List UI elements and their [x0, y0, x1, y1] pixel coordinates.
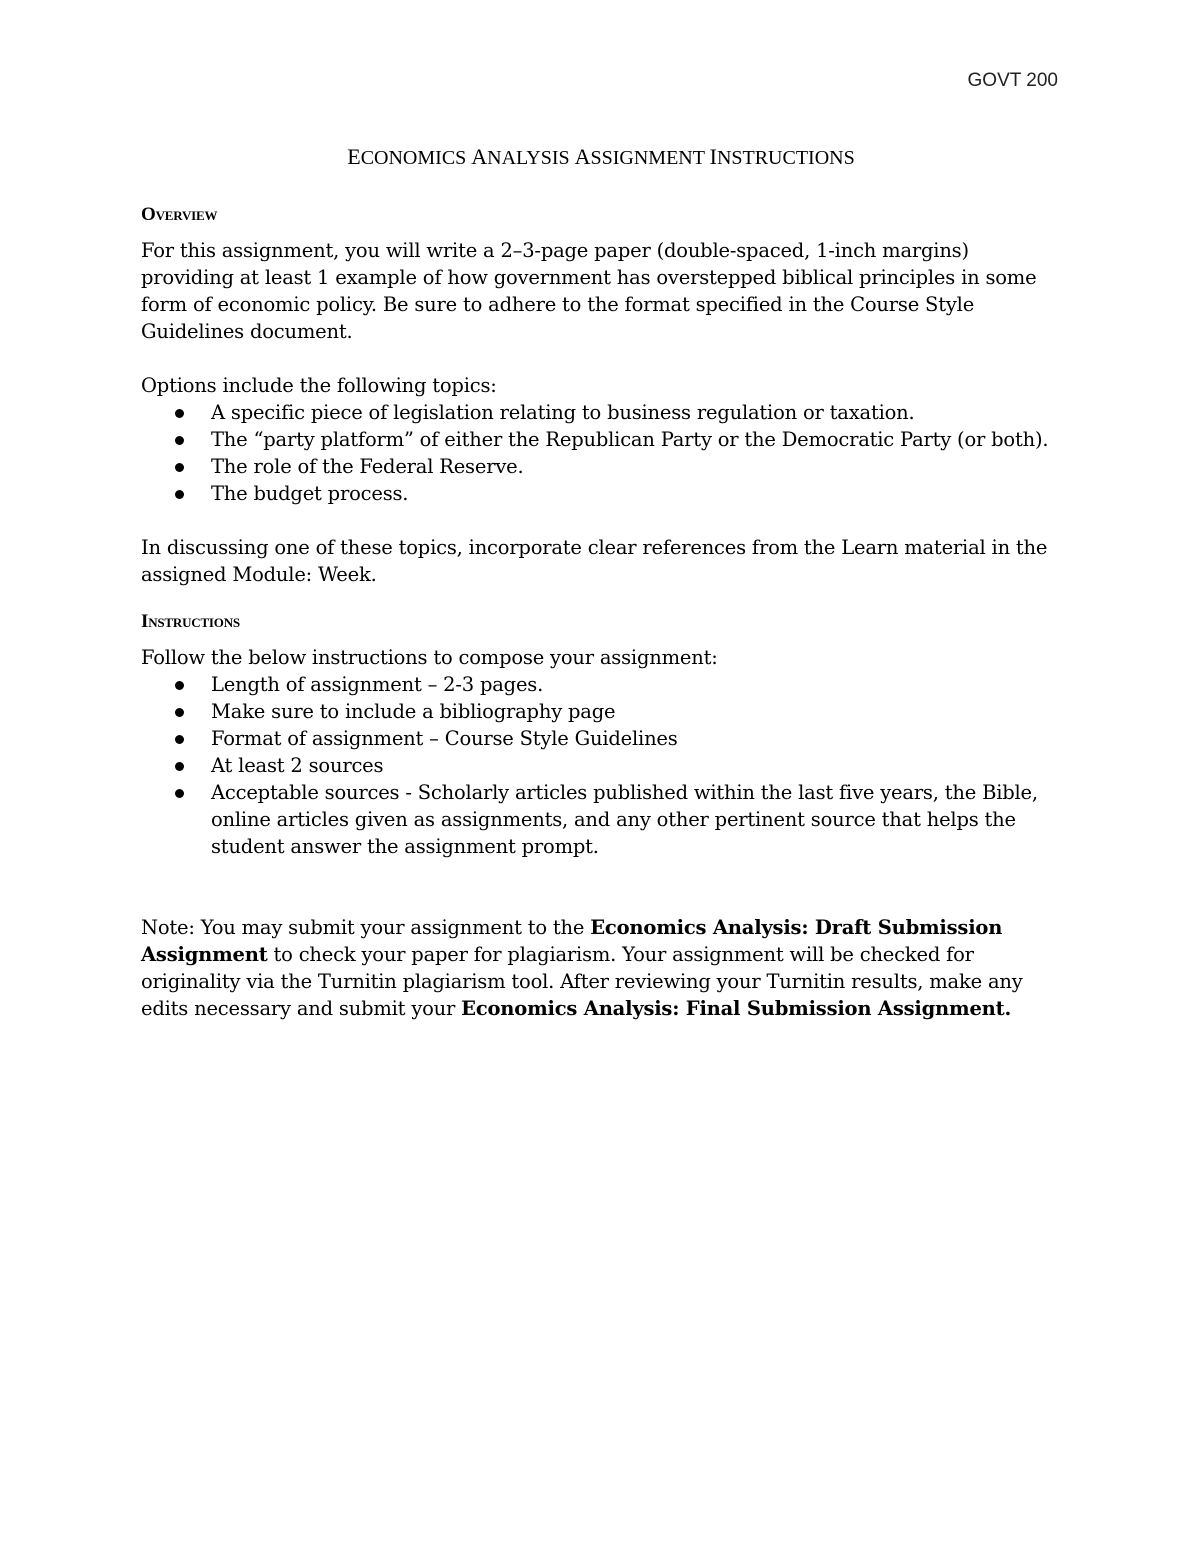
- bullet-icon: [175, 463, 184, 472]
- list-item: Format of assignment – Course Style Guidelines: [141, 725, 1061, 752]
- list-item: Length of assignment – 2-3 pages.: [141, 671, 1061, 698]
- options-intro: Options include the following topics:: [141, 374, 497, 397]
- document-title: ECONOMICS ANALYSIS ASSIGNMENT INSTRUCTIONS: [347, 144, 855, 169]
- list-item: The role of the Federal Reserve.: [141, 453, 1061, 480]
- bullet-icon: [175, 708, 184, 717]
- final-submission-reference: Economics Analysis: Final Submission Assignment.: [461, 997, 1012, 1020]
- bullet-icon: [175, 789, 184, 798]
- bullet-icon: [175, 490, 184, 499]
- instructions-list: [141, 671, 1061, 860]
- instructions-heading: Instructions: [141, 611, 240, 632]
- bullet-icon: [175, 436, 184, 445]
- instructions-intro: Follow the below instructions to compose your assignment:: [141, 646, 718, 669]
- list-item: The “party platform” of either the Republican Party or the Democratic Party (or both).: [141, 426, 1061, 453]
- bullet-icon: [175, 409, 184, 418]
- list-item: At least 2 sources: [141, 752, 1061, 779]
- list-item: Acceptable sources - Scholarly articles published within the last five years, the Bible, online articles given as assignments, and any other pertinent source that helps the student answer the assignment prompt.: [141, 779, 1061, 860]
- bullet-icon: [175, 762, 184, 771]
- note-paragraph: Note: You may submit your assignment to the Economics Analysis: Draft Submission Assignment to check your paper for plagiarism. Your assignment will be checked for originality via the Turnitin plagiarism tool. After reviewing your Turnitin results, make any edits necessary and submit your Economics Analysis: Final Submission Assignment.: [141, 916, 1023, 1020]
- list-item: The budget process.: [141, 480, 1061, 507]
- list-item: Make sure to include a bibliography page: [141, 698, 1061, 725]
- list-item: A specific piece of legislation relating to business regulation or taxation.: [141, 399, 1061, 426]
- document-body: [141, 140, 1061, 1022]
- bullet-icon: [175, 735, 184, 744]
- overview-heading: Overview: [141, 204, 218, 225]
- course-code: GOVT 200: [967, 70, 1058, 91]
- overview-closing: In discussing one of these topics, incorporate clear references from the Learn material in the assigned Module: Week.: [141, 536, 1048, 586]
- options-list: [141, 399, 1061, 507]
- draft-submission-reference: Economics Analysis: Draft Submission Assignment: [141, 916, 1003, 966]
- overview-paragraph: For this assignment, you will write a 2–3-page paper (double-spaced, 1-inch margins) providing at least 1 example of how government has overstepped biblical principles in some form of economic policy. Be sure to adhere to the format specified in the Course Style Guidelines document.: [141, 239, 1037, 343]
- bullet-icon: [175, 681, 184, 690]
